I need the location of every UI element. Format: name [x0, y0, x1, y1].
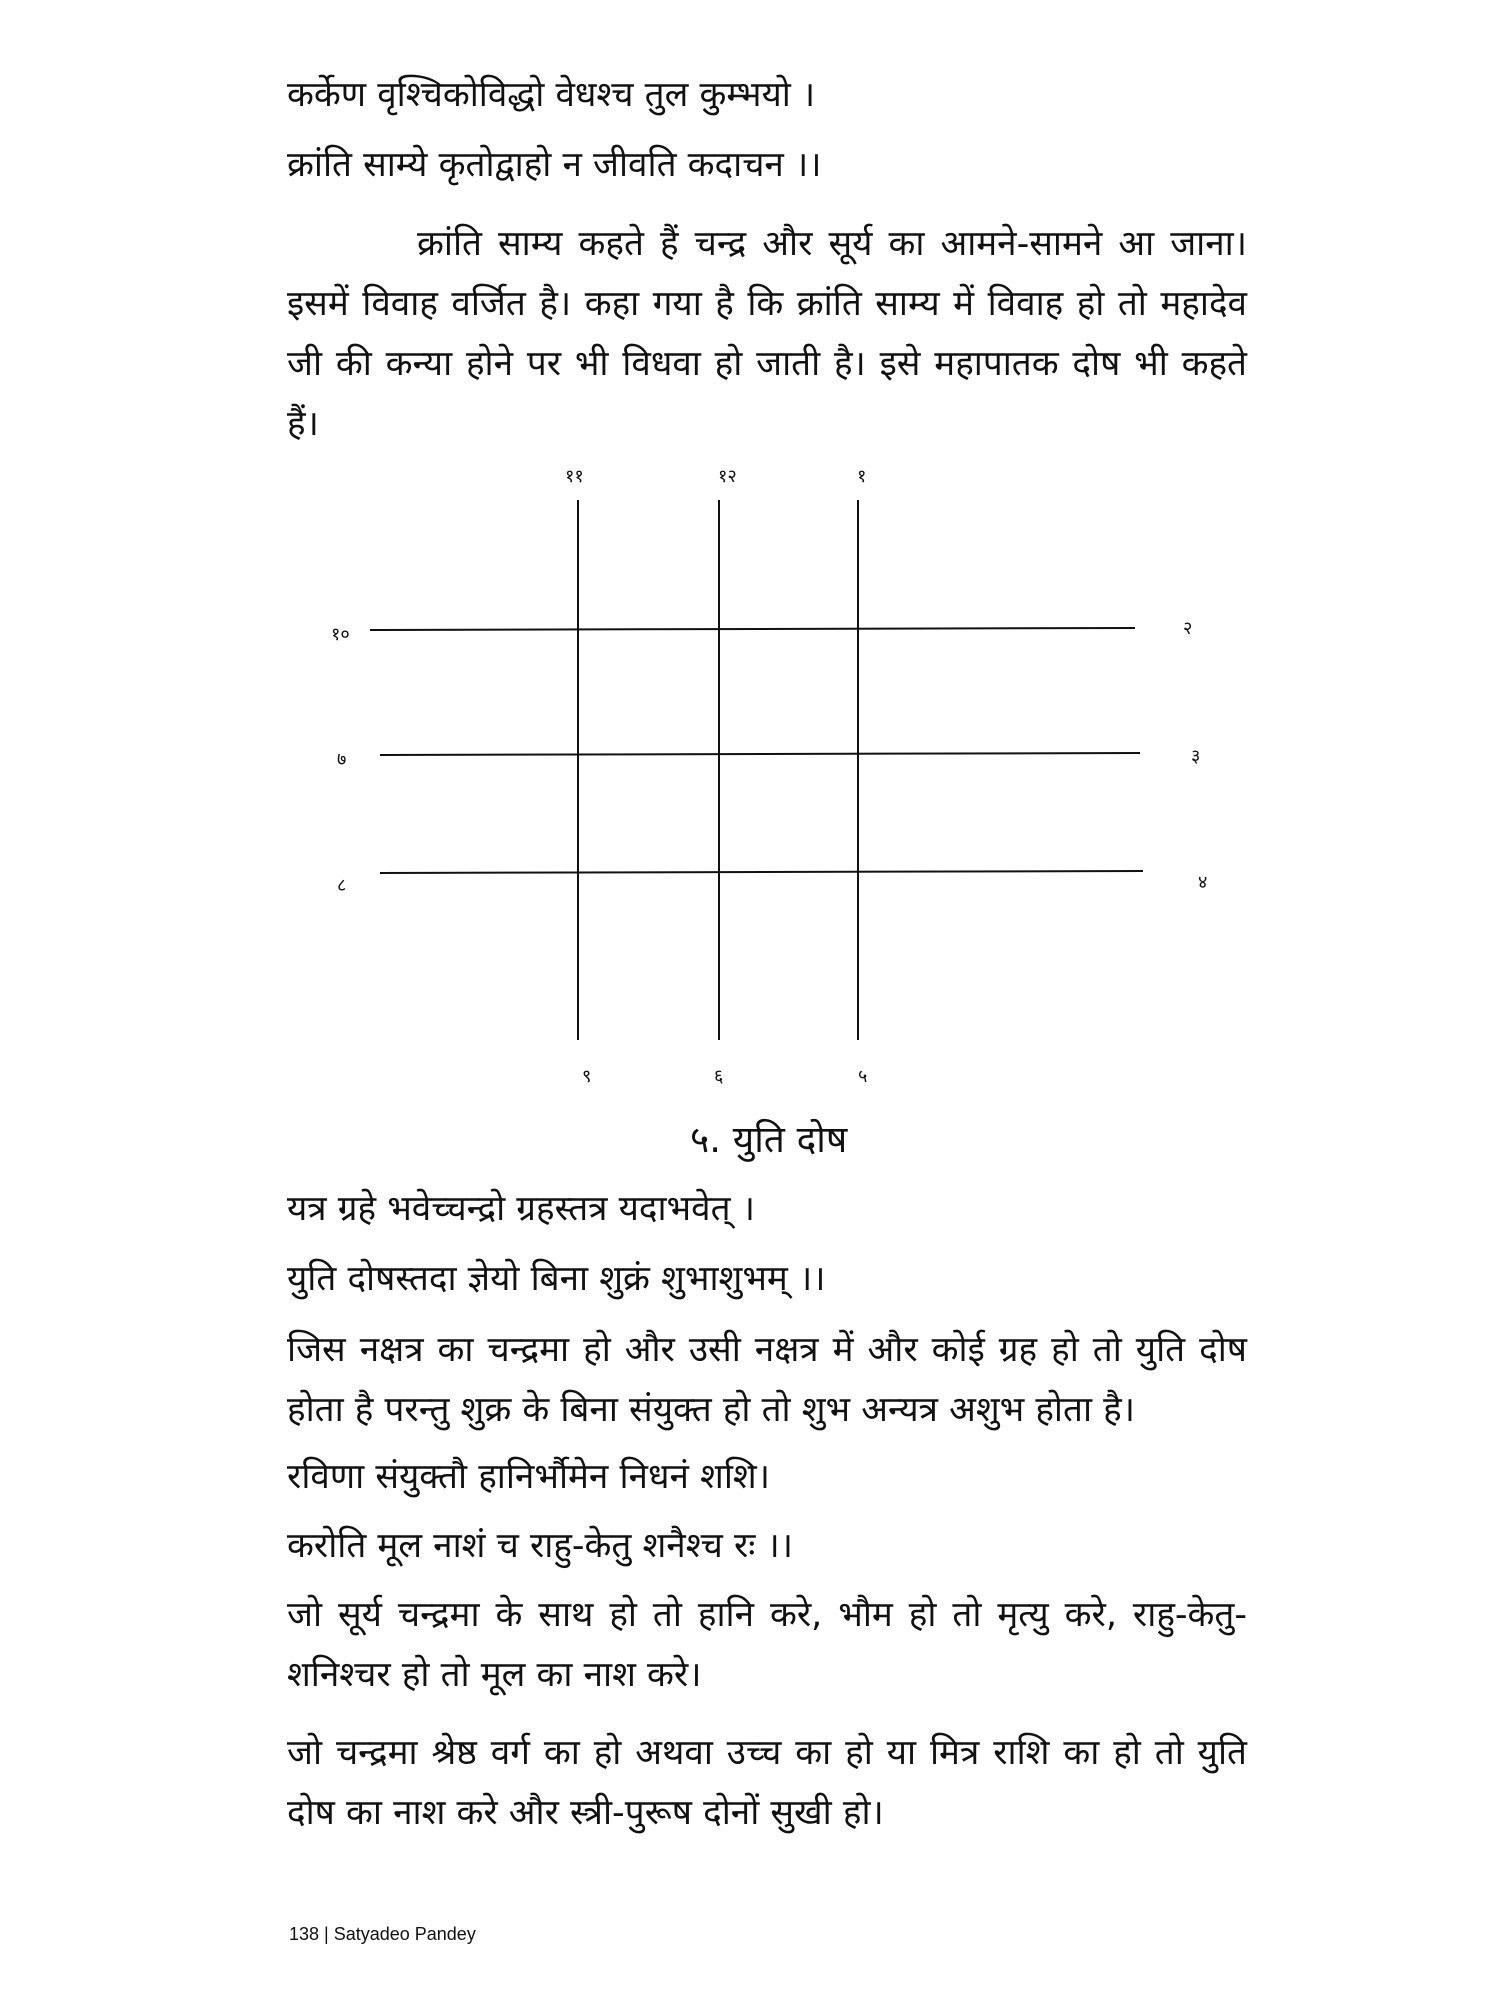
label-bottom-2: ६ — [714, 1066, 724, 1087]
label-top-2: १२ — [718, 466, 737, 487]
verse-3-line-1: रविणा संयुक्तौ हानिर्भौमेन निधनं शशि। — [287, 1457, 770, 1497]
label-right-3: ४ — [1198, 872, 1208, 893]
horizontal-line-1 — [370, 628, 1135, 630]
label-top-3: १ — [857, 466, 867, 487]
label-right-1: २ — [1183, 618, 1193, 639]
explanation-4: जो चन्द्रमा श्रेष्ठ वर्ग का हो अथवा उच्च का हो या मित्र राशि का हो तो युति दोष का नाश करे और स्त्री-पुरूष दोनों सुखी हो। — [287, 1733, 1247, 1833]
explanation-1-text: क्रांति साम्य कहते हैं चन्द्र और सूर्य का आमने-सामने आ जाना। इसमें विवाह वर्जित है। कहा गया है कि क्रांति साम्य में विवाह हो तो महादेव जी की कन्या होने पर भी विधवा हो जाती है। इसे महापातक दोष भी कहते हैं। — [287, 224, 1247, 444]
explanation-3: जो सूर्य चन्द्रमा के साथ हो तो हानि करे, भौम हो तो मृत्यु करे, राहु-केतु-शनिश्चर हो तो मूल का नाश करे। — [287, 1595, 1247, 1695]
label-right-2: ३ — [1191, 746, 1201, 767]
verse-3-line-2: करोति मूल नाशं च राहु-केतु शनैश्च रः ।। — [287, 1526, 793, 1566]
horizontal-line-3 — [380, 871, 1143, 873]
label-left-2: ७ — [337, 749, 347, 770]
verse-2-line-2: युति दोषस्तदा ज्ञेयो बिना शुक्रं शुभाशुभम् ।। — [287, 1259, 826, 1299]
horizontal-line-2 — [380, 753, 1140, 755]
explanation-2: जिस नक्षत्र का चन्द्रमा हो और उसी नक्षत्र में और कोई ग्रह हो तो युति दोष होता है परन्तु शुक्र के बिना संयुक्त हो तो शुभ अन्यत्र अशुभ होता है। — [287, 1330, 1247, 1430]
section-heading: ५. युति दोष — [690, 1118, 848, 1161]
page-footer: 138 | Satyadeo Pandey — [289, 1924, 476, 1944]
verse-1-line-1: कर्केण वृश्चिकोविद्धो वेधश्च तुल कुम्भयो । — [287, 75, 816, 115]
label-bottom-3: ५ — [858, 1066, 868, 1087]
label-bottom-1: ९ — [582, 1066, 592, 1087]
label-left-1: १० — [331, 624, 350, 645]
verse-1-line-2: क्रांति साम्ये कृतोद्वाहो न जीवति कदाचन ।। — [287, 145, 822, 185]
verse-2-line-1: यत्र ग्रहे भवेच्चन्द्रो ग्रहस्तत्र यदाभवेत् । — [287, 1189, 755, 1229]
label-left-3: ८ — [337, 875, 347, 896]
label-top-1: ११ — [565, 466, 584, 487]
